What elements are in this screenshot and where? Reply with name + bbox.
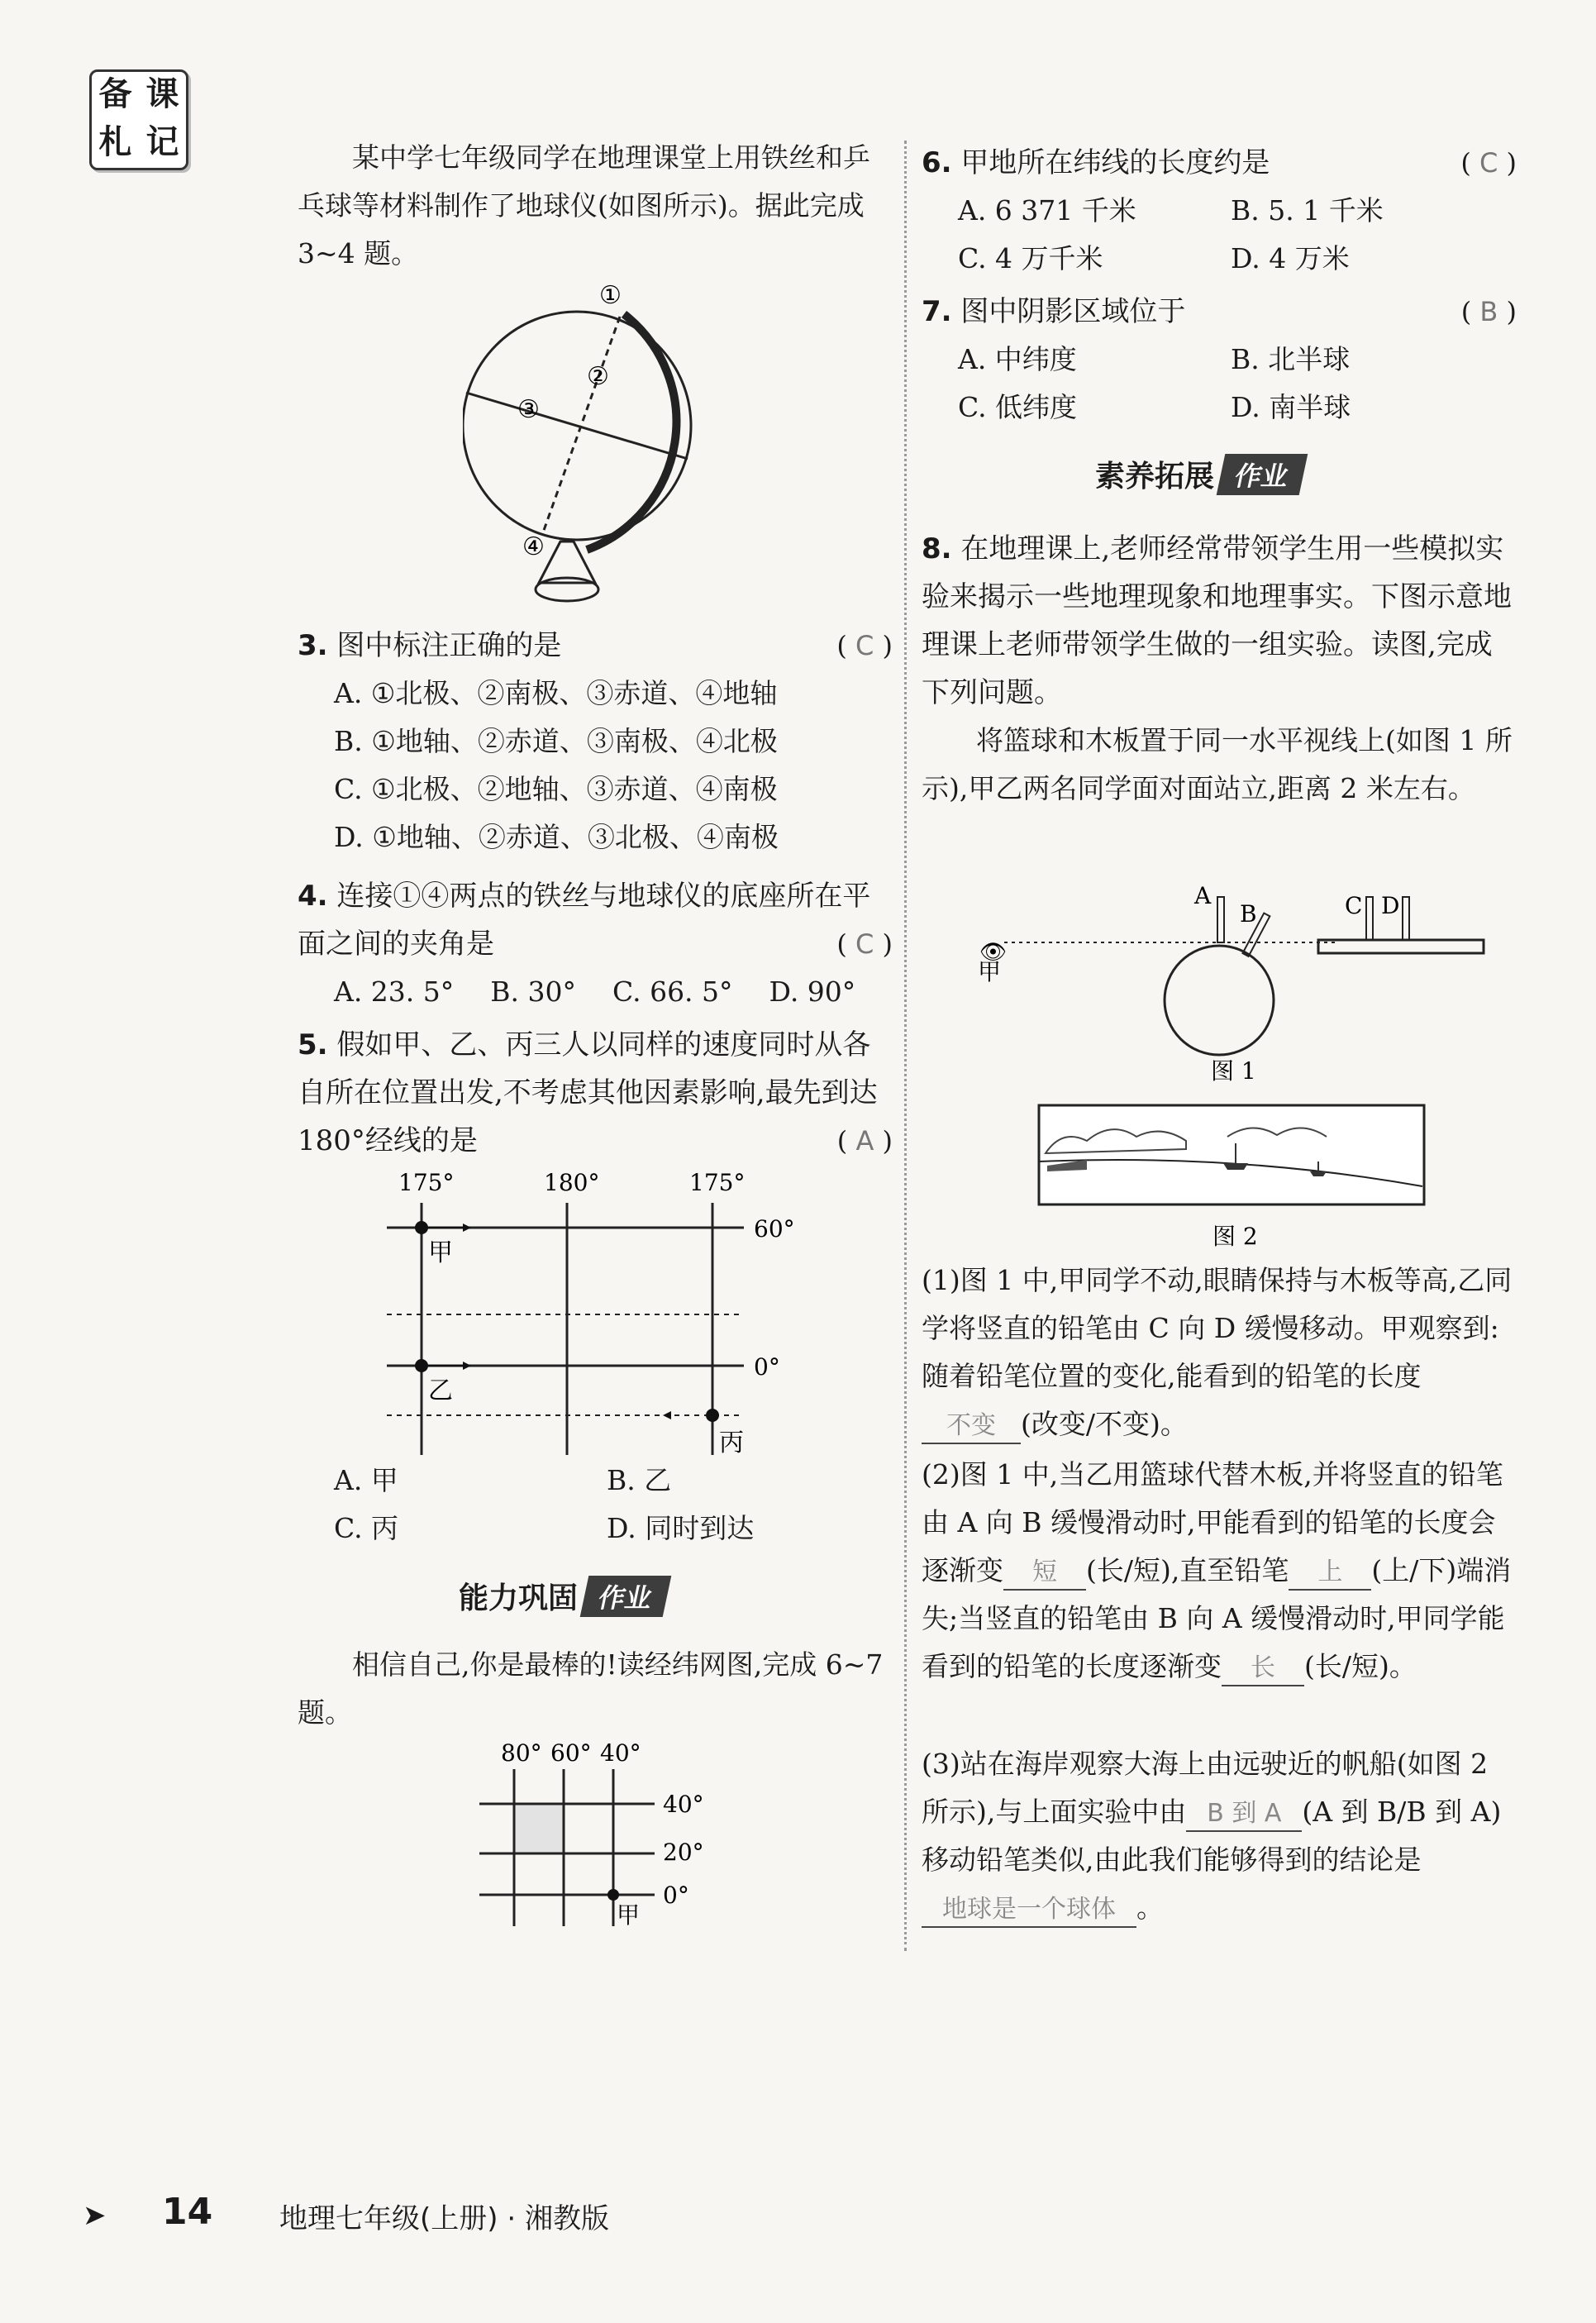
axis-line [542, 317, 620, 535]
notes-badge [89, 69, 188, 170]
answer-value: B [1479, 296, 1498, 327]
option: B. 30° [490, 975, 577, 1008]
option: C. ①北极、②地轴、③赤道、④南极 [334, 773, 778, 805]
section-title: 能力巩固 [459, 1581, 579, 1615]
shaded-region [514, 1804, 564, 1853]
section-heading-extension [1095, 453, 1303, 495]
arrow-head [463, 1362, 471, 1370]
question-6 [922, 139, 1517, 283]
answer-blank: 上 [1289, 1556, 1371, 1591]
globe-base [536, 578, 598, 601]
globe-label: ② [587, 362, 609, 391]
person-point [415, 1221, 428, 1234]
intro-3-4: 某中学七年级同学在地理课堂上用铁丝和乒乓球等材料制作了地球仪(如图所示)。据此完成 3~4 题。 [298, 141, 870, 270]
question-stem: 连接①④两点的铁丝与地球仪的底座所在平面之间的夹角是 [298, 880, 871, 961]
question-7 [922, 288, 1517, 432]
figure-1 [971, 872, 1500, 1104]
answer-blank: 短 [1003, 1556, 1086, 1591]
question-stem: 假如甲、乙、丙三人以同样的速度同时从各自所在位置出发,不考虑其他因素影响,最先到达 180°经线的是 [298, 1028, 878, 1157]
answer-blank: 长 [1222, 1652, 1304, 1686]
grid2-top-label: 60° [550, 1739, 592, 1767]
text-segment: 。 [1136, 1891, 1164, 1924]
grid-right-label: 0° [754, 1353, 780, 1381]
answer-value: C [855, 928, 874, 960]
figure-caption: 图 2 [1212, 1223, 1258, 1250]
q8-part-2 [922, 1451, 1517, 1691]
question-stem: 图中阴影区域位于 [960, 295, 1186, 328]
figure-2-frame [1039, 1105, 1424, 1204]
badge-char: 课 [145, 75, 179, 113]
section-tag: 作业 [580, 1576, 672, 1617]
text-segment: (3)站在海岸观察大海上由远驶近的帆船(如图 2 所示),与上面实验中由 [922, 1748, 1489, 1828]
badge-char: 记 [145, 123, 179, 161]
text-segment: (长/短),直至铅笔 [1086, 1554, 1289, 1586]
column-divider [904, 141, 907, 1951]
question-8 [922, 525, 1517, 813]
observer-label: 甲 [978, 958, 1002, 985]
answer-blank: 地球是一个球体 [922, 1893, 1136, 1928]
grid2-top-label: 40° [600, 1739, 641, 1767]
q8-part-1 [922, 1257, 1517, 1448]
pencil-c [1366, 897, 1373, 940]
text-segment: (上/下)端消失;当竖直的铅笔由 B 向 A 缓慢滑动时,甲同学能看到的铅笔的长度逐渐变 [922, 1554, 1512, 1682]
answer-value: C [855, 630, 874, 661]
figure-2 [1037, 1104, 1434, 1261]
option: B. 北半球 [1231, 343, 1351, 375]
option: D. 同时到达 [607, 1512, 755, 1544]
arrow-head [463, 1224, 471, 1232]
option: D. 90° [769, 975, 856, 1008]
option: A. 23. 5° [334, 975, 455, 1008]
badge-char: 札 [98, 123, 132, 161]
text-segment: (A 到 B/B 到 A)移动铅笔类似,由此我们能够得到的结论是 [922, 1796, 1502, 1876]
section-title: 素养拓展 [1095, 460, 1215, 494]
question-number: 5. [298, 1028, 328, 1061]
answer-blank: B 到 A [1186, 1797, 1302, 1832]
footer-decoration-icon: ➤ [83, 2199, 107, 2232]
q8-intro: 将篮球和木板置于同一水平视线上(如图 1 所示),甲乙两名同学面对面站立,距离 2 米左右。 [922, 724, 1513, 804]
question-number: 8. [922, 532, 952, 565]
section-tag: 作业 [1217, 454, 1308, 495]
globe-label: ① [599, 281, 622, 310]
grid2-right-label: 20° [663, 1839, 704, 1866]
grid-right-label: 60° [754, 1215, 795, 1243]
person-label: 丙 [719, 1429, 744, 1457]
grid-top-label: 175° [689, 1169, 746, 1196]
option: B. 乙 [607, 1464, 672, 1496]
answer-box: ( B ) [1460, 296, 1517, 327]
text-segment: (长/短)。 [1304, 1650, 1417, 1682]
longitude-grid-figure [380, 1166, 810, 1472]
question-5 [298, 1021, 893, 1165]
pencil-a [1217, 897, 1224, 942]
point-jia [607, 1889, 619, 1901]
pencil-label: B [1240, 900, 1257, 928]
question-number: 4. [298, 880, 328, 913]
answer-box: ( C ) [836, 928, 893, 960]
text-segment: (2)图 1 中,当乙用篮球代替木板,并将竖直的铅笔由 A 向 B 缓慢滑动时,甲能看到的铅笔的长度会逐渐变 [922, 1458, 1503, 1586]
page-number: 14 [162, 2191, 213, 2233]
option: D. 4 万米 [1231, 242, 1350, 274]
grid2-right-label: 40° [663, 1791, 704, 1818]
latlon-grid-figure [471, 1736, 736, 1934]
question-stem: 图中标注正确的是 [336, 629, 562, 662]
equator-line [466, 393, 688, 459]
answer-blank: 不变 [922, 1410, 1021, 1444]
person-label: 甲 [428, 1238, 453, 1267]
globe-label: ④ [522, 532, 545, 561]
intro-6-7: 相信自己,你是最棒的!读经纬网图,完成 6~7 题。 [298, 1648, 884, 1729]
answer-box: ( C ) [1460, 147, 1517, 179]
text-segment: (1)图 1 中,甲同学不动,眼睛保持与木板等高,乙同学将竖直的铅笔由 C 向 D 缓慢移动。甲观察到:随着铅笔位置的变化,能看到的铅笔的长度 [922, 1264, 1513, 1392]
q5-options [298, 1457, 893, 1553]
person-label: 乙 [428, 1376, 453, 1405]
answer-box: ( A ) [836, 1125, 893, 1157]
option: C. 66. 5° [612, 975, 733, 1008]
point-label: 甲 [617, 1901, 641, 1929]
option: C. 4 万千米 [958, 242, 1103, 274]
pencil-d [1403, 897, 1409, 940]
option: B. 5. 1 千米 [1231, 194, 1384, 227]
grid2-right-label: 0° [663, 1882, 689, 1909]
answer-value: A [855, 1125, 874, 1157]
badge-char: 备 [98, 75, 132, 113]
pencil-label: C [1345, 892, 1363, 919]
answer-box: ( C ) [836, 630, 893, 661]
globe-figure [463, 277, 727, 624]
option: C. 丙 [334, 1512, 399, 1544]
question-number: 3. [298, 629, 328, 662]
grid-top-label: 175° [398, 1169, 455, 1196]
text-segment: (改变/不变)。 [1021, 1408, 1188, 1440]
book-title: 地理七年级(上册) · 湘教版 [279, 2202, 609, 2235]
figure-caption: 图 1 [1211, 1057, 1256, 1085]
question-number: 6. [922, 146, 952, 179]
option: B. ①地轴、②赤道、③南极、④北极 [334, 725, 778, 757]
sailboat-near-icon [1223, 1163, 1248, 1170]
basketball [1165, 946, 1274, 1055]
answer-value: C [1479, 147, 1498, 179]
q8-part-3 [922, 1740, 1517, 1932]
arrow-head [663, 1411, 671, 1419]
question-stem: 在地理课上,老师经常带领学生用一些模拟实验来揭示一些地理现象和地理事实。下图示意地理课上老师带领学生做的一组实验。读图,完成下列问题。 [922, 532, 1512, 709]
option: A. 甲 [334, 1464, 398, 1496]
grid2-top-label: 80° [501, 1739, 542, 1767]
option: D. ①地轴、②赤道、③北极、④南极 [334, 821, 779, 853]
pencil-label: A [1194, 882, 1212, 909]
grid-top-label: 180° [544, 1169, 600, 1196]
person-point [415, 1359, 428, 1372]
option: C. 低纬度 [958, 391, 1078, 423]
eye-icon: 👁 [979, 940, 1008, 965]
section-heading-ability [459, 1575, 667, 1617]
pencil-label: D [1381, 892, 1400, 919]
wooden-board [1318, 940, 1484, 953]
question-number: 7. [922, 295, 952, 328]
option: A. ①北极、②南极、③赤道、④地轴 [334, 677, 778, 709]
option: A. 6 371 千米 [958, 194, 1136, 227]
option: D. 南半球 [1231, 391, 1351, 423]
question-4 [298, 872, 893, 1016]
question-3 [298, 622, 893, 861]
globe-label: ③ [517, 395, 540, 424]
question-stem: 甲地所在纬线的长度约是 [960, 146, 1270, 179]
person-point [706, 1409, 719, 1422]
option: A. 中纬度 [958, 343, 1077, 375]
